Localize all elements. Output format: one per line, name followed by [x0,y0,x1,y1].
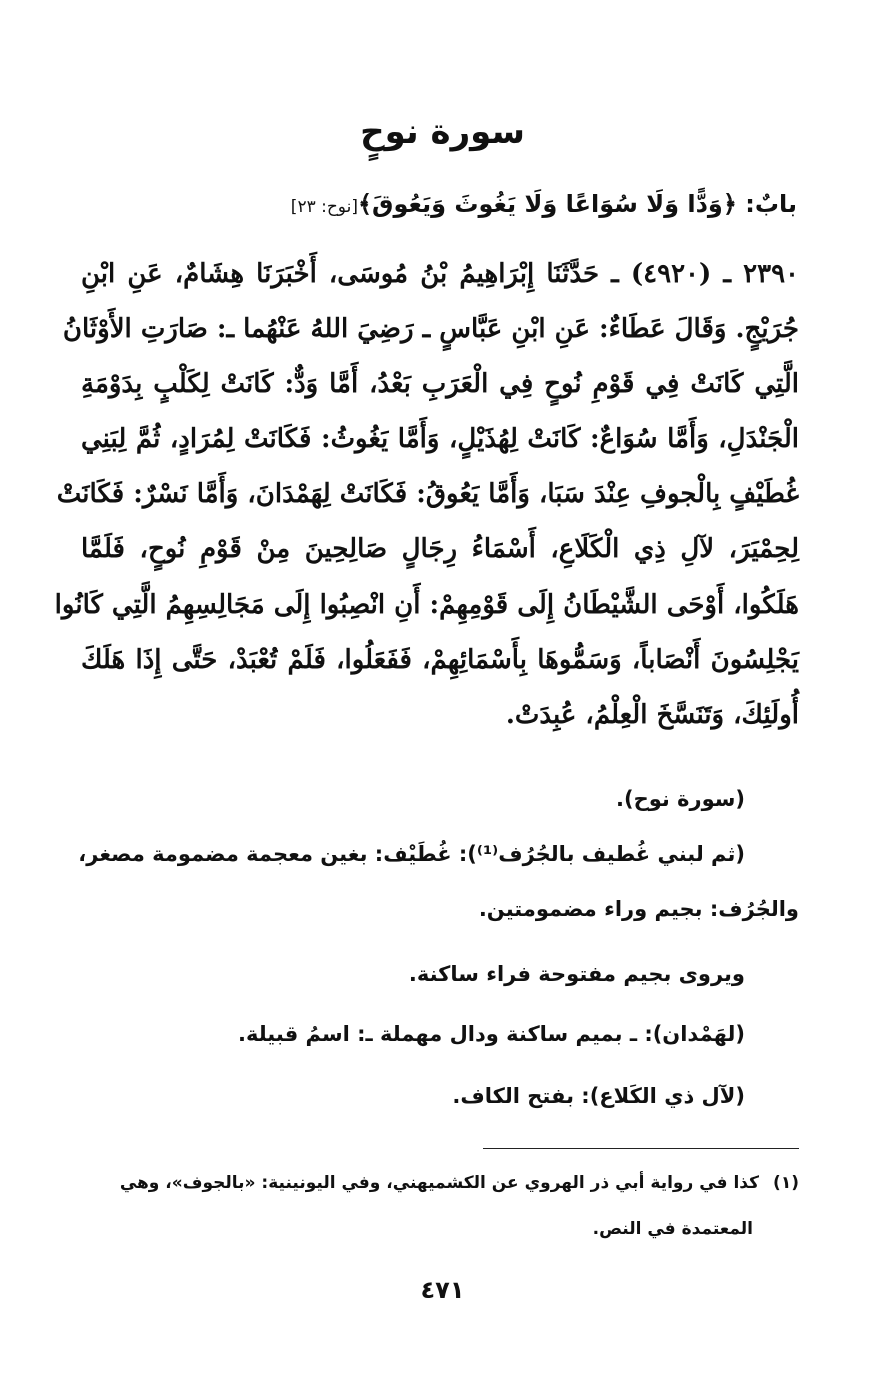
chapter-reference: [نوح: ٢٣] [290,197,358,217]
hadith-line-4: الْجَنْدَلِ، وَأَمَّا سُوَاعٌ: كَانَتْ لِهُذَيْلٍ، وَأَمَّا يَغُوثُ: فَكَانَتْ لِمُرَادٍ، ثُمَّ لِبَنِي [81,424,799,454]
hadith-line-9: أُولَئِكَ، وَتَنَسَّخَ الْعِلْمُ، عُبِدَتْ. [505,700,799,730]
hadith-line-3: الَّتِي كَانَتْ فِي قَوْمِ نُوحٍ فِي الْعَرَبِ بَعْدُ، أَمَّا وَدٌّ: كَانَتْ لِكَلْبٍ بِدَوْمَةِ [81,369,799,399]
hadith-line-1: ٢٣٩٠ ـ (٤٩٢٠) ـ حَدَّثَنَا إِبْرَاهِيمُ بْنُ مُوسَى، أَخْبَرَنَا هِشَامٌ، عَنِ ابْنِ [81,259,799,289]
chapter-prefix: بابٌ: [736,190,797,218]
hadith-line-5: غُطَيْفٍ بِالْجوفِ عِنْدَ سَبَا، وَأَمَّا يَعُوقُ: فَكَانَتْ لِهَمْدَانَ، وَأَمَّا نَسْرٌ: فَكَانَتْ [56,479,799,509]
page-number: ٤٧١ [420,1276,465,1304]
footnote-number: (١) [773,1173,799,1193]
note-line-1: (سورة نوح). [616,787,745,811]
note-line-2: (ثم لبني غُطيف بالجُرُف⁽¹⁾): غُطَيْف: بغين معجمة مضمومة مصغر، [78,842,745,866]
chapter-verse: ﴿وَدًّا وَلَا سُوَاعًا وَلَا يَغُوثَ وَيَعُوقَ﴾ [357,190,737,218]
hadith-line-6: لِحِمْيَرَ، لآلِ ذِي الْكَلَاعِ، أَسْمَاءُ رِجَالٍ صَالِحِينَ مِنْ قَوْمِ نُوحٍ، فَلَمَّا [81,534,799,564]
chapter-heading [120,190,797,218]
hadith-line-2: جُرَيْجٍ. وَقَالَ عَطَاءٌ: عَنِ ابْنِ عَبَّاسٍ ـ رَضِيَ اللهُ عَنْهُما ـ: صَارَتِ الأَوْثَانُ [62,314,799,344]
footnote-text-1: كذا في رواية أبي ذر الهروي عن الكشميهني، وفي اليونينية: «بالجوف»، وهي [119,1173,759,1193]
footnote-line-1 [81,1168,799,1198]
surah-title: سورة نوحٍ [360,112,525,152]
note-line-6: (لآل ذي الكَلاع): بفتح الكاف. [452,1084,745,1108]
footnote-divider [483,1148,799,1149]
note-line-4: ويروى بجيم مفتوحة فراء ساكنة. [408,962,745,986]
hadith-line-8: يَجْلِسُونَ أَنْصَاباً، وَسَمُّوهَا بِأَسْمَائِهِمْ، فَفَعَلُوا، فَلَمْ تُعْبَدْ، حَتَّى إِذَا هَلَكَ [81,645,799,675]
hadith-line-7: هَلَكُوا، أَوْحَى الشَّيْطَانُ إِلَى قَوْمِهِمْ: أَنِ انْصِبُوا إِلَى مَجَالِسِهِمُ الَّتِي كَانُوا [54,590,799,620]
footnote-line-2: المعتمدة في النص. [592,1219,753,1239]
note-line-3: والجُرُف: بجيم وراء مضمومتين. [478,897,799,921]
note-line-5: (لهَمْدان): ـ بميم ساكنة ودال مهملة ـ: اسمُ قبيلة. [238,1022,745,1046]
